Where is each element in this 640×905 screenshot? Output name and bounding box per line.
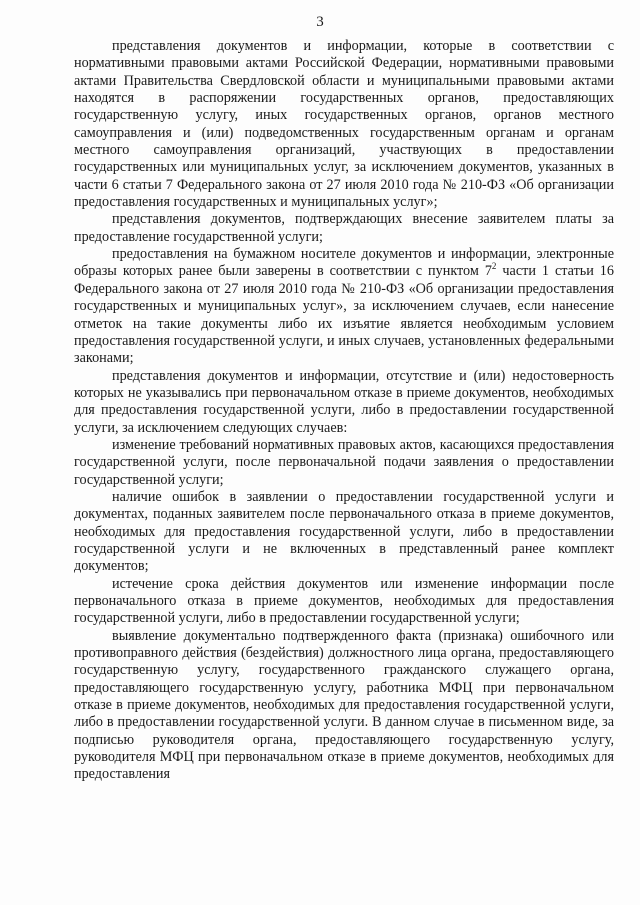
paragraph-3-text-end: части 1 статьи 16 Федерального закона от 27 июля 2010 года № 210-ФЗ «Об организации предоставления государственных и муниципальных услуг», за исключением случаев, если нанесение отметок на такие документы либо их изъятие является необходимым условием предоставления государственной услуги, и иных случаев, установленных федеральными законами;	[74, 263, 614, 367]
document-body	[74, 38, 614, 784]
paragraph-3-text-start: предоставления на бумажном носителе документов и информации, электронные образы которых ранее были заверены в соответствии с пунктом 7	[74, 246, 614, 280]
paragraph-4: представления документов и информации, отсутствие и (или) недостоверность которых не указывались при первоначальном отказе в приеме документов, необходимых для предоставления государственной услуги, либо в предоставлении государственной услуги, за исключением следующих случаев:	[74, 367, 614, 436]
paragraph-5: изменение требований нормативных правовых актов, касающихся предоставления государственной услуги, после первоначальной подачи заявления о предоставлении государственной услуги;	[74, 436, 614, 488]
page-number: 3	[316, 14, 324, 30]
paragraph-3	[74, 246, 614, 367]
paragraph-8: выявление документально подтвержденного факта (признака) ошибочного или противоправного действия (бездействия) должностного лица органа, предоставляющего государственную услугу, государственного гражданского служащего органа, предоставляющего государственную услугу, работника МФЦ при первоначальном отказе в приеме документов, необходимых для предоставления государственной услуги, либо в предоставлении государственной услуги. В данном случае в письменном виде, за подписью руководителя органа, предоставляющего государственную услугу, руководителя МФЦ при первоначальном отказе в приеме документов, необходимых для предоставления	[74, 627, 614, 783]
paragraph-3-superscript: 2	[491, 261, 497, 272]
paragraph-6: наличие ошибок в заявлении о предоставлении государственной услуги и документах, поданных заявителем после первоначального отказа в приеме документов, необходимых для предоставления государственной услуги, либо в предоставлении государственной услуги и не включенных в представленный ранее комплект документов;	[74, 488, 614, 575]
paragraph-7: истечение срока действия документов или изменение информации после первоначального отказа в приеме документов, необходимых для предоставления государственной услуги, либо в предоставлении государственной услуги;	[74, 575, 614, 627]
paragraph-1: представления документов и информации, которые в соответствии с нормативными правовыми актами Российской Федерации, нормативными правовыми актами Правительства Свердловской области и муниципальными правовыми актами находятся в распоряжении государственных органов, предоставляющих государственную услугу, иных государственных органов, органов местного самоуправления и (или) подведомственных государственным органам и органам местного самоуправления организаций, участвующих в предоставлении государственных или муниципальных услуг, за исключением документов, указанных в части 6 статьи 7 Федерального закона от 27 июля 2010 года № 210-ФЗ «Об организации предоставления государственных и муниципальных услуг»;	[74, 38, 614, 211]
paragraph-2: представления документов, подтверждающих внесение заявителем платы за предоставление государственной услуги;	[74, 211, 614, 245]
